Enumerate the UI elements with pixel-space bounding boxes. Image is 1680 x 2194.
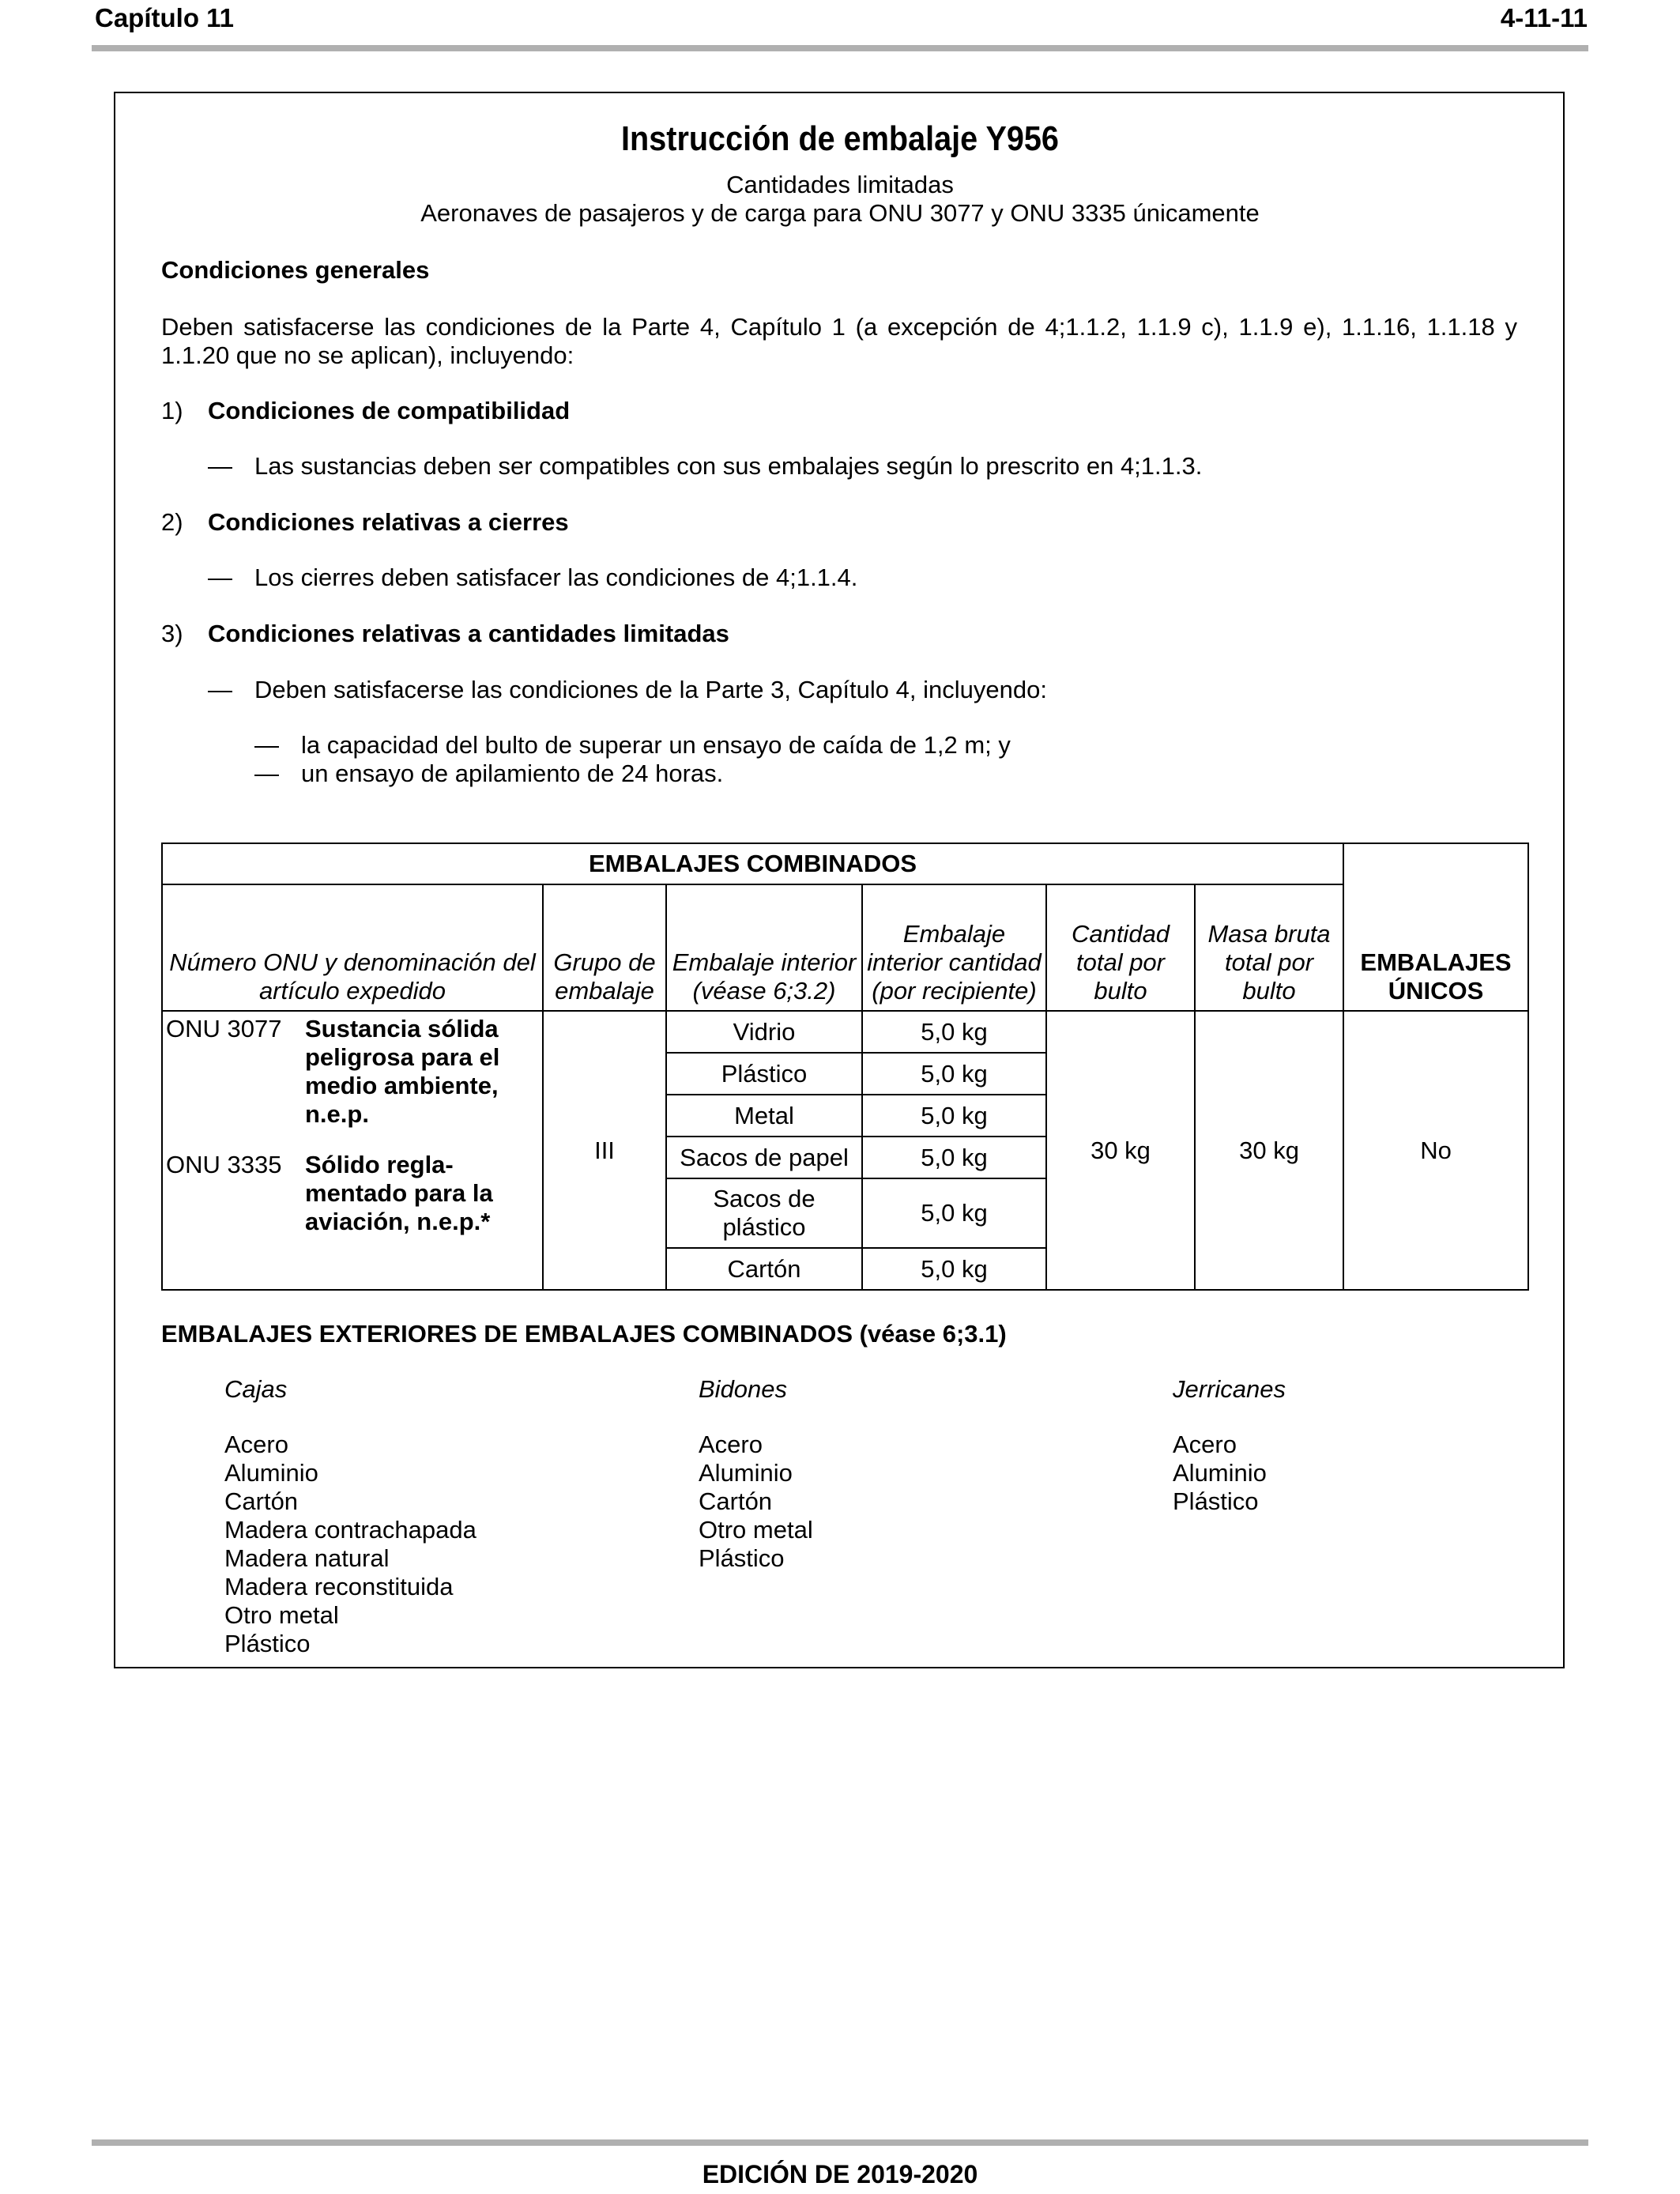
outer-list-jerricans	[1173, 1431, 1267, 1516]
list-item: Cartón	[224, 1487, 299, 1515]
page-title: Instrucción de embalaje Y956	[621, 119, 1059, 158]
list-item: Acero	[699, 1431, 763, 1458]
table-row: 5,0 kg	[862, 1053, 1046, 1095]
section-1-number: 1)	[161, 397, 183, 424]
list-item: Aluminio	[699, 1459, 793, 1487]
section-2-dash: —	[208, 564, 232, 591]
section-2-item: Los cierres deben satisfacer las condiciones de 4;1.1.4.	[254, 564, 858, 591]
packing-group-cell: III	[543, 1011, 666, 1290]
outer-col-heading-drums: Bidones	[699, 1375, 788, 1403]
section-1-dash: —	[208, 452, 232, 480]
section-2-number: 2)	[161, 508, 183, 536]
table-row: 5,0 kg	[862, 1178, 1046, 1248]
un-3077-code: ONU 3077	[166, 1015, 282, 1042]
table-row: Vidrio	[666, 1011, 862, 1053]
un-3335-entry	[163, 1148, 542, 1239]
section-2-heading: Condiciones relativas a cierres	[208, 508, 569, 536]
un-3077-name: Sustancia sólida peligrosa para el medio ambiente, n.e.p.	[305, 1015, 500, 1128]
subtitle-aircraft: Aeronaves de pasajeros y de carga para ONU 3077 y ONU 3335 únicamente	[420, 199, 1260, 227]
outer-list-drums	[699, 1431, 813, 1573]
list-item: Plástico	[699, 1544, 785, 1572]
table-row: Plástico	[666, 1053, 862, 1095]
list-item: Cartón	[699, 1487, 773, 1515]
section-3-heading: Condiciones relativas a cantidades limitadas	[208, 620, 729, 647]
outer-list-boxes	[224, 1431, 477, 1658]
section-3-dash: —	[208, 676, 232, 703]
list-item: Aluminio	[224, 1459, 318, 1487]
total-quantity-header: Cantidad total por bulto	[1046, 884, 1195, 1011]
un-3335-name: Sólido regla-mentado para la aviación, n.e.p.*	[305, 1151, 493, 1235]
subtitle-limited-quantities: Cantidades limitadas	[726, 171, 954, 198]
list-item: Aluminio	[1173, 1459, 1267, 1487]
table-row: 5,0 kg	[862, 1137, 1046, 1178]
un-3077-entry	[163, 1012, 542, 1132]
inner-packaging-header: Embalaje interior (véase 6;3.2)	[666, 884, 862, 1011]
list-item: Madera reconstituida	[224, 1573, 454, 1600]
single-packagings-header: EMBALAJES ÚNICOS	[1343, 843, 1528, 1011]
packing-group-header: Grupo de embalaje	[543, 884, 666, 1011]
combined-packagings-header: EMBALAJES COMBINADOS	[162, 843, 1343, 884]
general-conditions-heading: Condiciones generales	[161, 256, 430, 284]
list-item: Madera contrachapada	[224, 1516, 477, 1544]
packaging-table	[161, 843, 1529, 1291]
outer-col-heading-jerricans: Jerricanes	[1173, 1375, 1286, 1403]
subitem-2-dash: —	[254, 760, 279, 787]
table-row: Sacos de plástico	[666, 1178, 862, 1248]
section-3-number: 3)	[161, 620, 183, 647]
outer-packagings-heading: EMBALAJES EXTERIORES DE EMBALAJES COMBINADOS (véase 6;3.1)	[161, 1320, 1007, 1348]
subitem-1-dash: —	[254, 731, 279, 759]
header-rule	[92, 45, 1588, 51]
table-row: Sacos de papel	[666, 1137, 862, 1178]
un-number-header: Número ONU y denominación del artículo expedido	[162, 884, 543, 1011]
page-number: 4-11-11	[1500, 3, 1588, 32]
outer-col-heading-boxes: Cajas	[224, 1375, 288, 1403]
list-item: Acero	[224, 1431, 288, 1458]
subitem-2: un ensayo de apilamiento de 24 horas.	[301, 760, 724, 787]
list-item: Otro metal	[699, 1516, 813, 1544]
table-row: 5,0 kg	[862, 1011, 1046, 1053]
section-1-item: Las sustancias deben ser compatibles con sus embalajes según lo prescrito en 4;1.1.3.	[254, 452, 1203, 480]
general-conditions-text: Deben satisfacerse las condiciones de la Parte 4, Capítulo 1 (a excepción de 4;1.1.2, 1.1.9 c), 1.1.9 e), 1.1.16, 1.1.18 y 1.1.20 que no se aplican), incluyendo:	[161, 313, 1517, 369]
table-row: Metal	[666, 1095, 862, 1137]
table-row: 5,0 kg	[862, 1095, 1046, 1137]
list-item: Acero	[1173, 1431, 1237, 1458]
edition-footer: EDICIÓN DE 2019-2020	[702, 2160, 978, 2188]
list-item: Plástico	[1173, 1487, 1259, 1515]
un-entries-cell	[162, 1011, 543, 1290]
gross-mass-cell: 30 kg	[1195, 1011, 1343, 1290]
total-quantity-cell: 30 kg	[1046, 1011, 1195, 1290]
list-item: Madera natural	[224, 1544, 390, 1572]
table-row: 5,0 kg	[862, 1248, 1046, 1290]
table-row: Cartón	[666, 1248, 862, 1290]
inner-quantity-header: Embalaje interior cantidad (por recipiente)	[862, 884, 1046, 1011]
subitem-1: la capacidad del bulto de superar un ensayo de caída de 1,2 m; y	[301, 731, 1011, 759]
footer-rule	[92, 2139, 1588, 2146]
chapter-label: Capítulo 11	[95, 3, 235, 32]
section-3-item: Deben satisfacerse las condiciones de la Parte 3, Capítulo 4, incluyendo:	[254, 676, 1047, 703]
list-item: Plástico	[224, 1630, 311, 1657]
gross-mass-header: Masa bruta total por bulto	[1195, 884, 1343, 1011]
list-item: Otro metal	[224, 1601, 339, 1629]
single-packagings-cell: No	[1343, 1011, 1528, 1290]
un-3335-code: ONU 3335	[166, 1151, 282, 1178]
section-1-heading: Condiciones de compatibilidad	[208, 397, 571, 424]
